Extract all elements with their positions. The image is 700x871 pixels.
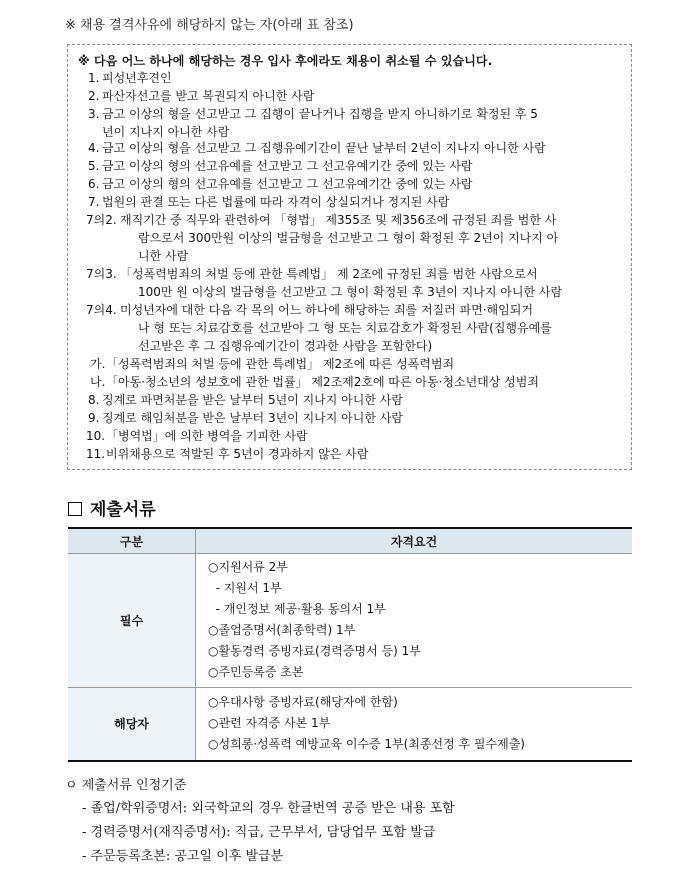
item-line: 금고 이상의 형의 선고유예를 선고받고 그 선고유예기간 중에 있는 사람 xyxy=(102,177,473,191)
item-number: 11. xyxy=(86,447,106,461)
item-text xyxy=(102,139,546,157)
item-text xyxy=(120,301,552,355)
item-line: 징계로 해임처분을 받은 날부터 3년이 지나지 아니한 사람 xyxy=(102,411,403,425)
item-line: 선고받은 후 그 집행유예기간이 경과한 사람을 포함한다) xyxy=(138,339,433,353)
req-item: - 지원서 1부 xyxy=(208,581,282,595)
section-title-documents xyxy=(68,495,156,520)
req-item: ○관련 자격증 사본 1부 xyxy=(208,715,331,730)
item-number: 10. xyxy=(86,429,106,443)
item-number: 9. xyxy=(88,411,100,425)
item-line: 100만 원 이상의 벌금형을 선고받고 그 형이 확정된 후 3년이 지나지 아니한 사람 xyxy=(138,285,563,299)
item-line: 금고 이상의 형의 선고유예를 선고받고 그 선고유예기간 중에 있는 사람 xyxy=(102,159,473,173)
item-text xyxy=(102,69,172,87)
item-number: 7의3. xyxy=(86,267,117,281)
item-text xyxy=(106,373,539,391)
item-line: 금고 이상의 형을 선고받고 그 집행이 끝나거나 집행을 받지 아니하기로 확정된 후 5 xyxy=(102,107,538,121)
item-number: 3. xyxy=(88,107,100,121)
table-row xyxy=(68,554,632,688)
item-text xyxy=(102,87,314,105)
item-text xyxy=(102,193,449,211)
item-text xyxy=(102,157,473,175)
item-line: 니한 사람 xyxy=(138,249,189,263)
item-number: 5. xyxy=(88,159,100,173)
item-text xyxy=(102,409,403,427)
item-number: 1. xyxy=(88,71,100,85)
criteria-item: - 졸업/학위증명서: 외국학교의 경우 한글번역 공증 받은 내용 포함 xyxy=(82,801,455,816)
item-line: 재직기간 중 직무와 관련하여 「형법」 제355조 및 제356조에 규정된 죄를 범한 사 xyxy=(120,213,557,227)
header-category: 구분 xyxy=(68,528,196,554)
category-required: 필수 xyxy=(68,554,196,688)
item-line: 법원의 판결 또는 다른 법률에 따라 자격이 상실되거나 정지된 사람 xyxy=(102,195,450,209)
req-item: ○활동경력 증빙자료(경력증명서 등) 1부 xyxy=(208,644,421,658)
item-number: 7. xyxy=(88,195,100,209)
req-item: - 개인정보 제공·활용 동의서 1부 xyxy=(208,602,386,616)
item-number: 4. xyxy=(88,141,100,155)
item-text xyxy=(120,211,558,265)
item-text xyxy=(102,391,403,409)
disqualification-box xyxy=(67,44,632,470)
section-title-text: 제출서류 xyxy=(90,500,156,520)
item-line: 람으로서 300만원 이상의 벌금형을 선고받고 그 형이 확정된 후 2년이 지나지 아 xyxy=(138,231,559,245)
item-text xyxy=(106,445,368,463)
category-applicable: 해당자 xyxy=(68,688,196,761)
req-item: ○우대사항 증빙자료(해당자에 한함) xyxy=(208,694,398,709)
item-line: 미성년자에 대한 다음 각 목의 어느 하나에 해당하는 죄를 저질러 파면·해임되거 xyxy=(120,303,533,317)
item-line: 「병역법」에 의한 병역을 기피한 사람 xyxy=(106,429,308,443)
req-item: ○성희롱·성폭력 예방교육 이수증 1부(최종선정 후 필수제출) xyxy=(208,736,525,751)
item-line: 년이 지나지 아니한 사람 xyxy=(102,125,230,139)
item-number: 6. xyxy=(88,177,100,191)
req-item: ○주민등록증 초본 xyxy=(208,665,304,679)
item-number: 7의4. xyxy=(86,303,117,317)
requirements-required xyxy=(196,554,633,688)
documents-table xyxy=(68,527,632,762)
item-line: 징계로 파면처분을 받은 날부터 5년이 지나지 아니한 사람 xyxy=(102,393,403,407)
table-header-row xyxy=(68,528,632,554)
item-number: 가. xyxy=(90,357,106,371)
item-line: 비위채용으로 적발된 후 5년이 경과하지 않은 사람 xyxy=(106,447,369,461)
square-bullet-icon xyxy=(68,502,82,516)
req-item: ○졸업증명서(최종학력) 1부 xyxy=(208,623,356,637)
item-number: 나. xyxy=(90,375,106,389)
item-number: 8. xyxy=(88,393,100,407)
criteria-title: ㅇ 제출서류 인정기준 xyxy=(65,778,187,793)
item-line: 「아동·청소년의 성보호에 관한 법률」 제2조제2호에 따른 아동·청소년대상 성범죄 xyxy=(106,375,539,389)
item-text xyxy=(102,175,473,193)
item-line: 「성폭력범죄의 처벌 등에 관한 특례법」 제 2조에 규정된 죄를 범한 사람으로서 xyxy=(120,267,538,281)
item-line: 나 형 또는 치료감호를 선고받아 그 형 또는 치료감호가 확정된 사람(집행유예를 xyxy=(138,321,552,335)
item-line: 파산자선고를 받고 복권되지 아니한 사람 xyxy=(102,89,315,103)
criteria-item: - 주문등록초본: 공고일 이후 발급분 xyxy=(82,849,284,864)
item-number: 7의2. xyxy=(86,213,117,227)
req-item: ○지원서류 2부 xyxy=(208,560,288,574)
note-title: ※ 채용 결격사유에 해당하지 않는 자(아래 표 참조) xyxy=(65,18,354,33)
criteria-item: - 경력증명서(재직증명서): 직급, 근무부서, 담당업무 포함 발급 xyxy=(82,825,436,840)
item-text xyxy=(106,355,454,373)
item-text xyxy=(120,265,562,301)
table-row xyxy=(68,688,632,761)
requirements-applicable xyxy=(196,688,633,761)
disqualification-heading: ※ 다음 어느 하나에 해당하는 경우 입사 후에라도 채용이 취소될 수 있습니다. xyxy=(78,54,493,68)
item-text xyxy=(106,427,308,445)
item-line: 금고 이상의 형을 선고받고 그 집행유예기간이 끝난 날부터 2년이 지나지 아니한 사람 xyxy=(102,141,546,155)
item-line: 「성폭력범죄의 처벌 등에 관한 특례법」 제2조에 따른 성폭력범죄 xyxy=(106,357,455,371)
header-requirements: 자격요건 xyxy=(196,528,633,554)
item-line: 피성년후견인 xyxy=(102,71,172,85)
item-text xyxy=(102,105,538,141)
item-number: 2. xyxy=(88,89,100,103)
